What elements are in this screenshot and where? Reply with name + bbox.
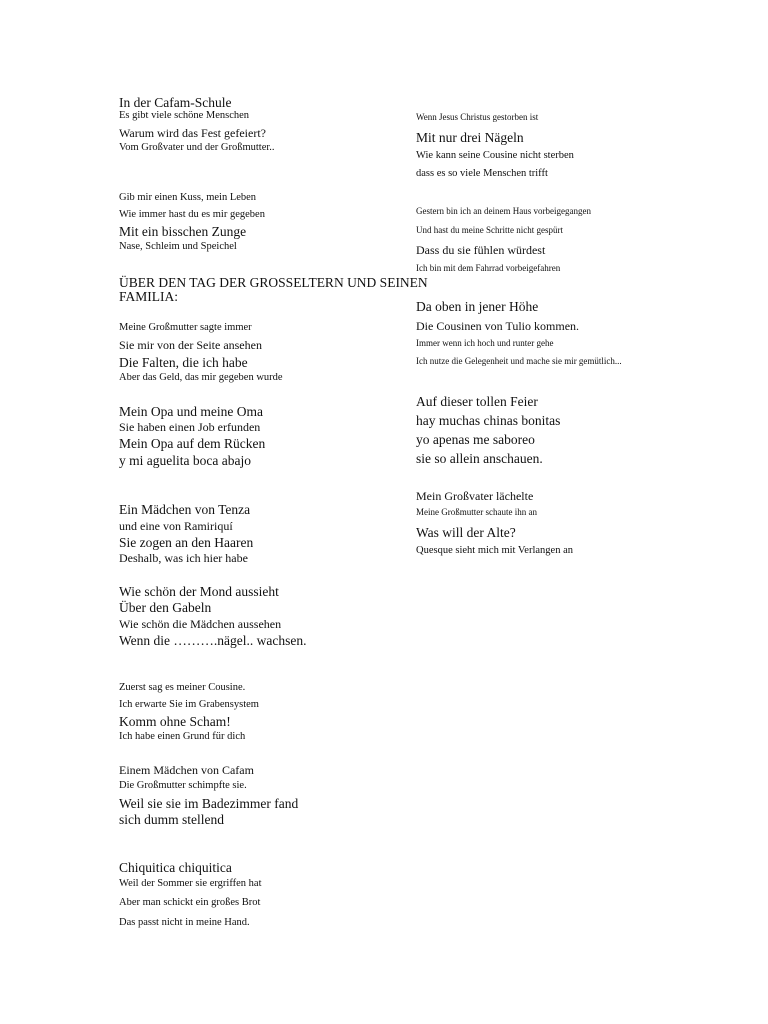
- poem-line: Gib mir einen Kuss, mein Leben: [119, 192, 257, 203]
- poem-line: Wie kann seine Cousine nicht sterben: [416, 150, 574, 161]
- poem-line: Chiquitica chiquitica: [119, 860, 232, 875]
- poem-line: Ein Mädchen von Tenza: [119, 502, 251, 517]
- poem-line: Wie immer hast du es mir gegeben: [119, 209, 265, 220]
- poem-line: Die Cousinen von Tulio kommen.: [416, 319, 580, 333]
- poem-line: Mein Opa auf dem Rücken: [119, 436, 266, 451]
- poem-line: Sie zogen an den Haaren: [119, 535, 254, 550]
- poem-line: ÜBER DEN TAG DER GROSSELTERN UND SEINEN FAMILIA:: [119, 275, 428, 304]
- poem-line: Immer wenn ich hoch und runter gehe: [416, 338, 554, 348]
- poem-line: Wie schön der Mond aussieht: [119, 584, 279, 599]
- poem-line: Weil der Sommer sie ergriffen hat: [119, 878, 262, 889]
- poem-line: Gestern bin ich an deinem Haus vorbeigegangen: [416, 206, 591, 216]
- poem-line: Einem Mädchen von Cafam: [119, 763, 254, 777]
- poem-line: und eine von Ramiriquí: [119, 519, 233, 533]
- poem-line: Ich nutze die Gelegenheit und mache sie mir gemütlich...: [416, 356, 622, 366]
- poem-line: Ich erwarte Sie im Grabensystem: [119, 699, 259, 710]
- poem-line: Komm ohne Scham!: [119, 714, 231, 729]
- poem-line: Aber man schickt ein großes Brot: [119, 897, 261, 908]
- poem-line: Quesque sieht mich mit Verlangen an: [416, 545, 573, 556]
- poem-line: Über den Gabeln: [119, 600, 212, 615]
- poem-line: Meine Großmutter sagte immer: [119, 322, 252, 333]
- poem-line: Ich habe einen Grund für dich: [119, 731, 246, 742]
- poem-line: Mit ein bisschen Zunge: [119, 224, 247, 239]
- poem-line: dass es so viele Menschen trifft: [416, 168, 548, 179]
- poem-line: Warum wird das Fest gefeiert?: [119, 126, 266, 140]
- poem-line: Aber das Geld, das mir gegeben wurde: [119, 372, 283, 383]
- poem-line: Wie schön die Mädchen aussehen: [119, 617, 282, 631]
- poem-line: sich dumm stellend: [119, 812, 224, 827]
- poem-line: Sie mir von der Seite ansehen: [119, 338, 262, 352]
- poem-line: Die Falten, die ich habe: [119, 355, 248, 370]
- poem-line: Sie haben einen Job erfunden: [119, 420, 261, 434]
- poem-line: Wenn die ……….nägel.. wachsen.: [119, 633, 307, 648]
- poem-line: Ich bin mit dem Fahrrad vorbeigefahren: [416, 263, 561, 273]
- poem-line: Mein Großvater lächelte: [416, 489, 534, 503]
- poem-line: y mi aguelita boca abajo: [119, 453, 251, 468]
- poem-line: Das passt nicht in meine Hand.: [119, 917, 250, 928]
- poem-line: Dass du sie fühlen würdest: [416, 243, 546, 257]
- poem-line: Wenn Jesus Christus gestorben ist: [416, 112, 539, 122]
- poem-line: Und hast du meine Schritte nicht gespürt: [416, 225, 563, 235]
- poem-line: Deshalb, was ich hier habe: [119, 551, 248, 565]
- poem-line: Was will der Alte?: [416, 525, 516, 540]
- poem-line: Meine Großmutter schaute ihn an: [416, 507, 537, 517]
- poem-line: Die Großmutter schimpfte sie.: [119, 780, 247, 791]
- poem-line: sie so allein anschauen.: [416, 451, 543, 466]
- poem-line: Zuerst sag es meiner Cousine.: [119, 682, 246, 693]
- poem-line: Es gibt viele schöne Menschen: [119, 110, 250, 121]
- poem-line: yo apenas me saboreo: [416, 432, 535, 447]
- poem-line: Nase, Schleim und Speichel: [119, 241, 237, 252]
- poem-line: Da oben in jener Höhe: [416, 299, 539, 314]
- poem-line: Weil sie sie im Badezimmer fand: [119, 796, 299, 811]
- poem-line: Auf dieser tollen Feier: [416, 394, 538, 409]
- poem-line: Mein Opa und meine Oma: [119, 404, 263, 419]
- poem-line: Vom Großvater und der Großmutter..: [119, 142, 275, 153]
- poem-line: Mit nur drei Nägeln: [416, 130, 524, 145]
- poem-line: hay muchas chinas bonitas: [416, 413, 561, 428]
- poem-line: In der Cafam-Schule: [119, 95, 232, 110]
